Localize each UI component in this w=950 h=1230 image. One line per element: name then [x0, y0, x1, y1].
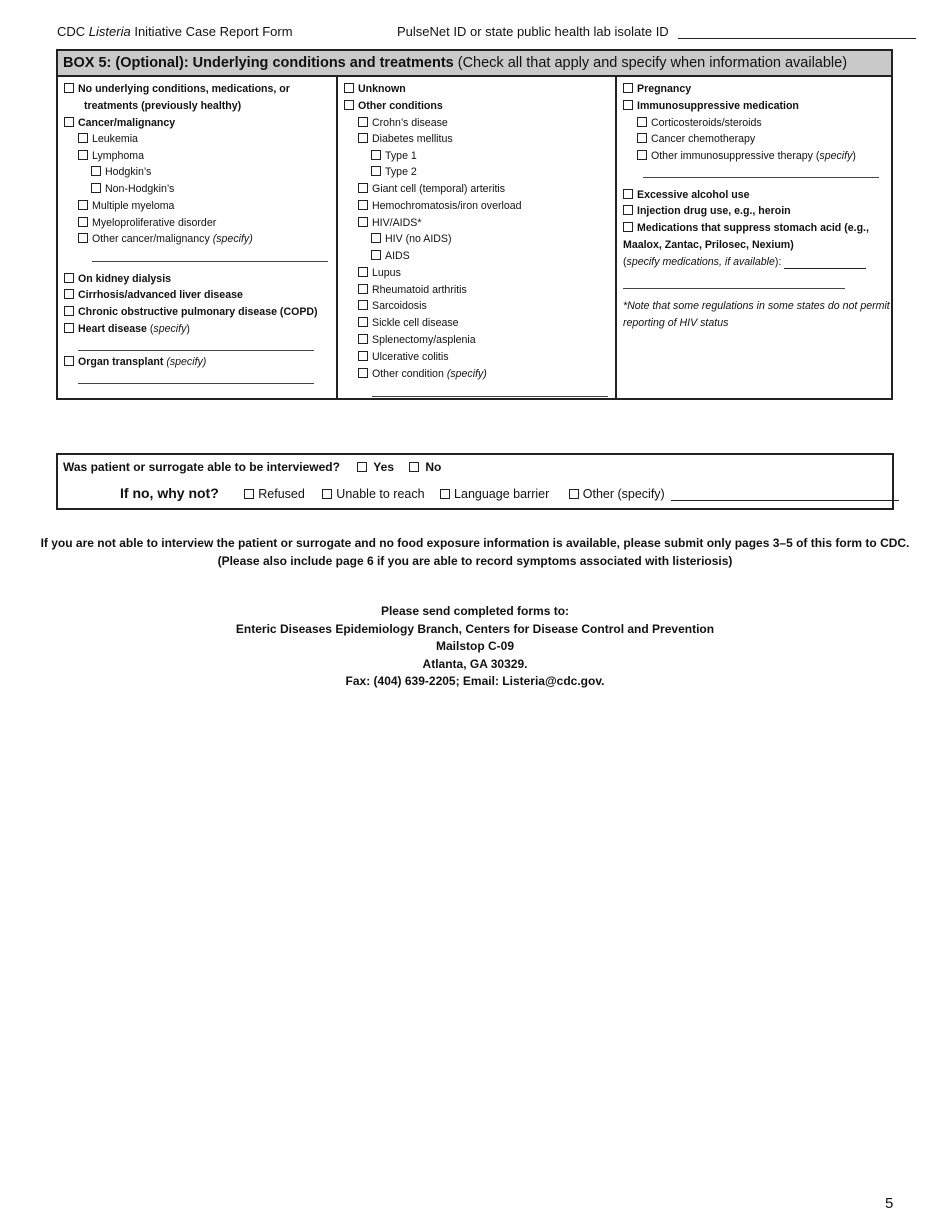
- checkbox-other-specify[interactable]: Other (specify): [569, 487, 665, 501]
- checkbox-myeloproliferative[interactable]: Myeloproliferative disorder: [78, 217, 216, 230]
- why-not-label: If no, why not?: [120, 485, 219, 501]
- checkbox-ulcerative-colitis[interactable]: Ulcerative colitis: [358, 351, 449, 364]
- box5-column-3: [617, 77, 893, 398]
- mailing-line-5: Fax: (404) 639-2205; Email: Listeria@cdc.gov.: [345, 674, 605, 688]
- checkbox-other-conditions[interactable]: Other conditions: [344, 100, 443, 113]
- checkbox-cancer[interactable]: Cancer/malignancy: [64, 117, 175, 130]
- other-immuno-specify-line[interactable]: [643, 177, 879, 178]
- interview-question: Was patient or surrogate able to be interviewed?: [63, 460, 340, 474]
- checkbox-language-barrier[interactable]: Language barrier: [440, 487, 549, 501]
- checkbox-hemochromatosis[interactable]: Hemochromatosis/iron overload: [358, 200, 522, 213]
- heart-disease-specify-line[interactable]: [78, 350, 314, 351]
- box5-title: [58, 51, 891, 77]
- organ-transplant-specify-line[interactable]: [78, 383, 314, 384]
- checkbox-unable-to-reach[interactable]: Unable to reach: [322, 487, 424, 501]
- instructions-line-2: (Please also include page 6 if you are able to record symptoms associated with listeriosis): [217, 553, 733, 568]
- why-not-row: [120, 485, 899, 501]
- checkbox-hiv-aids[interactable]: HIV/AIDS*: [358, 217, 421, 230]
- checkbox-diabetes[interactable]: Diabetes mellitus: [358, 133, 453, 146]
- mailing-line-2: Enteric Diseases Epidemiology Branch, Centers for Disease Control and Prevention: [235, 621, 715, 636]
- checkbox-other-immunosuppressive[interactable]: Other immunosuppressive therapy (specify): [637, 150, 856, 163]
- mailing-address: [0, 603, 950, 691]
- checkbox-hiv-no-aids[interactable]: HIV (no AIDS): [371, 233, 452, 246]
- other-specify-line[interactable]: [671, 500, 899, 501]
- pulsenet-id-input[interactable]: [678, 38, 916, 39]
- form-title: [57, 24, 293, 39]
- checkbox-sickle-cell[interactable]: Sickle cell disease: [358, 317, 459, 330]
- checkbox-pregnancy[interactable]: Pregnancy: [623, 83, 691, 96]
- form-title-suffix: Initiative Case Report Form: [134, 24, 293, 39]
- checkbox-multiple-myeloma[interactable]: Multiple myeloma: [78, 200, 174, 213]
- checkbox-injection-drug[interactable]: Injection drug use, e.g., heroin: [623, 205, 791, 218]
- specify-medications-line-2[interactable]: [623, 288, 845, 289]
- checkbox-chemotherapy[interactable]: Cancer chemotherapy: [637, 133, 755, 146]
- checkbox-no-conditions[interactable]: No underlying conditions, medications, or: [64, 83, 290, 96]
- checkbox-cirrhosis[interactable]: Cirrhosis/advanced liver disease: [64, 289, 243, 302]
- checkbox-lymphoma[interactable]: Lymphoma: [78, 150, 144, 163]
- checkbox-sarcoidosis[interactable]: Sarcoidosis: [358, 300, 427, 313]
- hiv-note-line-1: *Note that some regulations in some states do not permit: [623, 300, 890, 312]
- checkbox-other-cancer[interactable]: Other cancer/malignancy (specify): [78, 233, 253, 246]
- checkbox-type1[interactable]: Type 1: [371, 150, 417, 163]
- checkbox-unknown[interactable]: Unknown: [344, 83, 406, 96]
- checkbox-corticosteroids[interactable]: Corticosteroids/steroids: [637, 117, 762, 130]
- checkbox-giant-cell-arteritis[interactable]: Giant cell (temporal) arteritis: [358, 183, 505, 196]
- other-cancer-specify-line[interactable]: [92, 261, 328, 262]
- instructions: [0, 535, 950, 570]
- box5-underlying-conditions: [56, 49, 893, 400]
- checkbox-hodgkins[interactable]: Hodgkin’s: [91, 166, 151, 179]
- checkbox-copd[interactable]: Chronic obstructive pulmonary disease (COPD): [64, 306, 318, 319]
- checkbox-interview-no[interactable]: No: [409, 460, 441, 474]
- hiv-note-line-2: reporting of HIV status: [623, 317, 729, 329]
- checkbox-heart-disease[interactable]: Heart disease (specify): [64, 323, 190, 336]
- checkbox-organ-transplant[interactable]: Organ transplant (specify): [64, 356, 206, 369]
- box5-title-bold: BOX 5: (Optional): Underlying conditions and treatments: [63, 55, 454, 71]
- other-condition-specify-line[interactable]: [372, 396, 608, 397]
- checkbox-aids[interactable]: AIDS: [371, 250, 410, 263]
- checkbox-leukemia[interactable]: Leukemia: [78, 133, 138, 146]
- checkbox-stomach-acid-meds[interactable]: Medications that suppress stomach acid (e.g.,: [623, 222, 869, 235]
- specify-medications-field[interactable]: (specify medications, if available):: [623, 256, 866, 269]
- mailing-line-1: Please send completed forms to:: [380, 604, 570, 618]
- form-title-listeria: Listeria: [88, 24, 131, 39]
- checkbox-rheumatoid-arthritis[interactable]: Rheumatoid arthritis: [358, 284, 467, 297]
- pulsenet-label: PulseNet ID or state public health lab isolate ID: [397, 24, 669, 39]
- form-title-prefix: CDC: [57, 24, 86, 39]
- box5-title-note: (Check all that apply and specify when information available): [457, 55, 848, 71]
- interview-section: [56, 453, 894, 510]
- checkbox-lupus[interactable]: Lupus: [358, 267, 401, 280]
- stomach-acid-label-2: Maalox, Zantac, Prilosec, Nexium): [623, 239, 794, 251]
- checkbox-other-condition[interactable]: Other condition (specify): [358, 368, 487, 381]
- box5-column-1: [58, 77, 338, 398]
- checkbox-type2[interactable]: Type 2: [371, 166, 417, 179]
- checkbox-crohns[interactable]: Crohn’s disease: [358, 117, 448, 130]
- instructions-line-1: If you are not able to interview the patient or surrogate and no food exposure information is available, please submit only pages 3–5 of this form to CDC.: [40, 536, 910, 550]
- checkbox-non-hodgkins[interactable]: Non-Hodgkin’s: [91, 183, 174, 196]
- checkbox-refused[interactable]: Refused: [244, 487, 305, 501]
- checkbox-excessive-alcohol[interactable]: Excessive alcohol use: [623, 189, 749, 202]
- checkbox-kidney-dialysis[interactable]: On kidney dialysis: [64, 273, 171, 286]
- mailing-line-4: Atlanta, GA 30329.: [422, 656, 528, 671]
- no-conditions-label-2: treatments (previously healthy): [84, 100, 242, 112]
- checkbox-immunosuppressive[interactable]: Immunosuppressive medication: [623, 100, 799, 113]
- checkbox-interview-yes[interactable]: Yes: [357, 460, 394, 474]
- checkbox-splenectomy[interactable]: Splenectomy/asplenia: [358, 334, 476, 347]
- mailing-line-3: Mailstop C-09: [435, 639, 514, 653]
- box5-column-2: [338, 77, 617, 398]
- pulsenet-id-field: [397, 24, 916, 39]
- interview-question-row: [63, 460, 441, 474]
- page-number: 5: [885, 1195, 894, 1212]
